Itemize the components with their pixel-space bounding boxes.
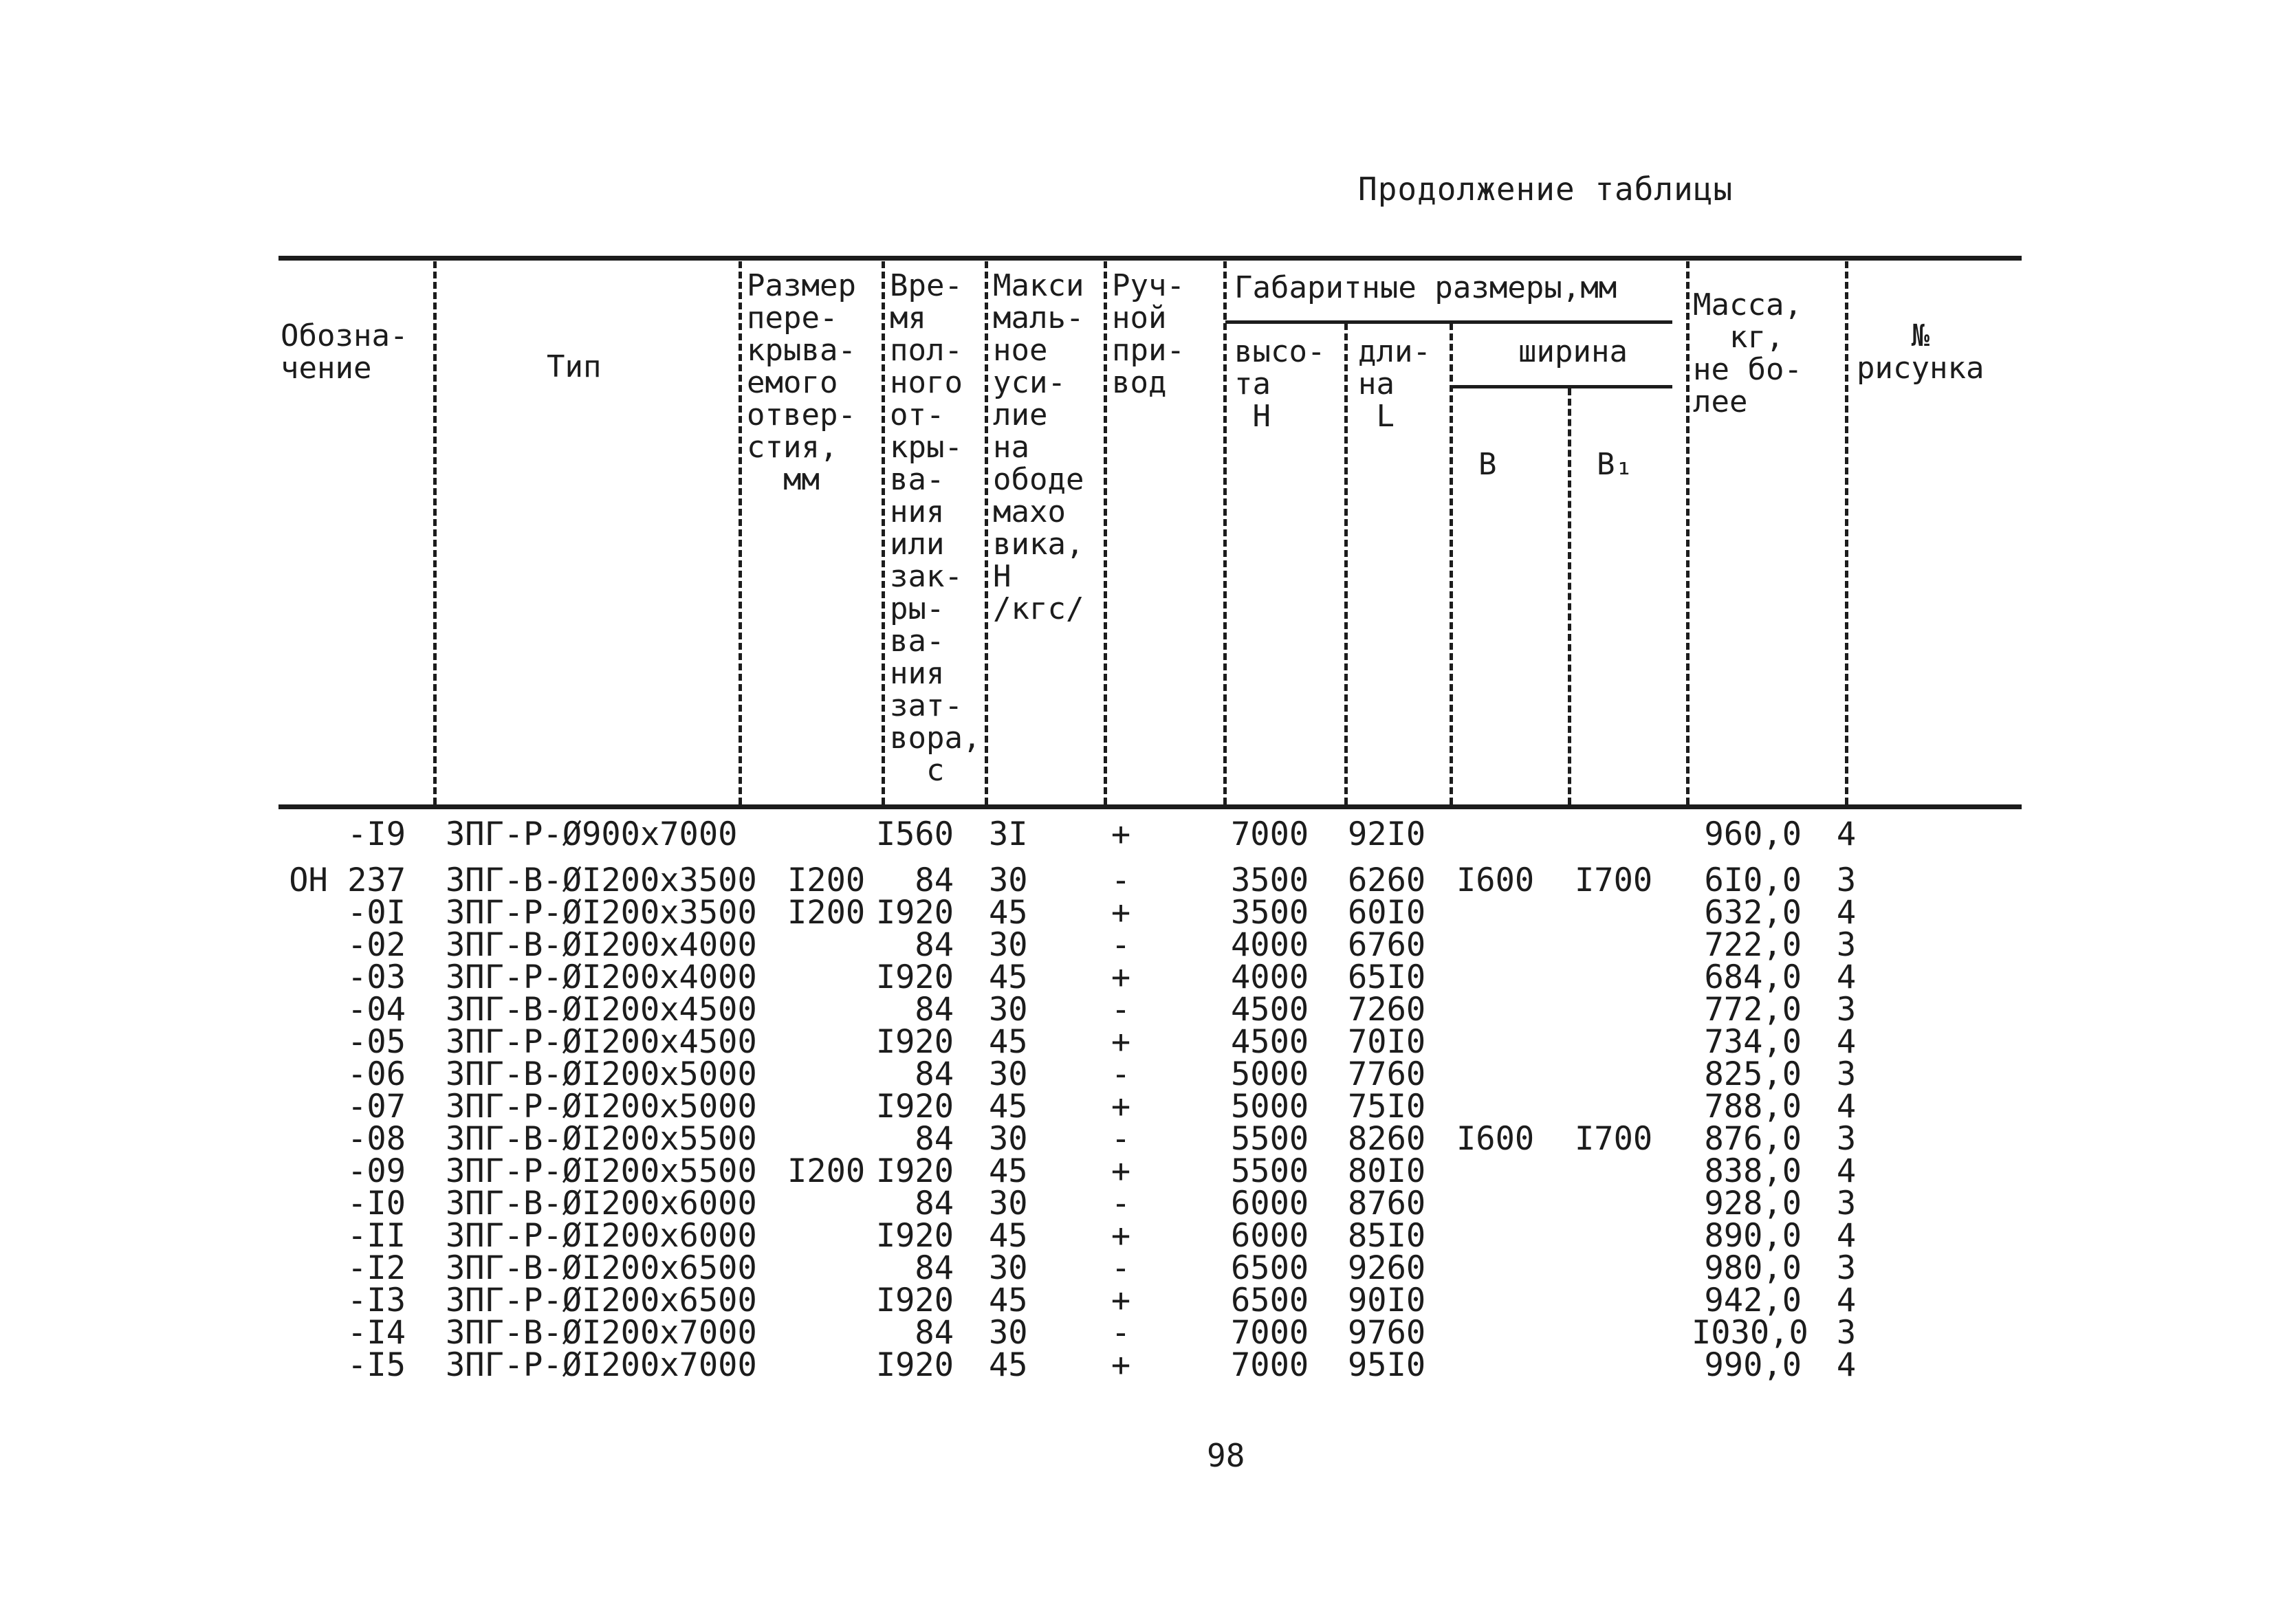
header-mass: Масса, кг, не бо- лее bbox=[1693, 287, 1802, 419]
cell-height: 4000 bbox=[1231, 926, 1309, 964]
cell-time: I920 bbox=[875, 1152, 954, 1190]
cell-time: I920 bbox=[875, 894, 954, 932]
cell-b: I600 bbox=[1456, 1120, 1535, 1158]
cell-height: 5500 bbox=[1231, 1152, 1309, 1190]
cell-figure: 4 bbox=[1836, 1023, 1857, 1061]
col-sep-5 bbox=[1104, 261, 1107, 804]
cell-length: 8260 bbox=[1348, 1120, 1426, 1158]
col-sep-2 bbox=[739, 261, 742, 804]
cell-time: I920 bbox=[875, 1088, 954, 1126]
cell-manual: - bbox=[1111, 991, 1131, 1029]
cell-time: 84 bbox=[915, 926, 954, 964]
col-sep-9 bbox=[1568, 388, 1571, 804]
cell-force: 30 bbox=[989, 991, 1028, 1029]
cell-force: 45 bbox=[989, 1346, 1028, 1384]
cell-height: 7000 bbox=[1231, 1314, 1309, 1352]
cell-force: 45 bbox=[989, 1088, 1028, 1126]
header-width: ширина bbox=[1518, 334, 1628, 369]
cell-force: 30 bbox=[989, 1120, 1028, 1158]
cell-mass: 876,0 bbox=[1704, 1120, 1802, 1158]
cell-time: I920 bbox=[875, 1346, 954, 1384]
cell-type: ЗПГ-Р-Ø900х7000 bbox=[446, 815, 738, 853]
cell-force: 45 bbox=[989, 1023, 1028, 1061]
cell-manual: + bbox=[1111, 1088, 1131, 1126]
cell-manual: - bbox=[1111, 1120, 1131, 1158]
cell-manual: + bbox=[1111, 1023, 1131, 1061]
cell-height: 4500 bbox=[1231, 991, 1309, 1029]
col-sep-8 bbox=[1450, 323, 1453, 804]
cell-figure: 3 bbox=[1836, 1120, 1857, 1158]
cell-length: 95I0 bbox=[1348, 1346, 1426, 1384]
cell-force: 30 bbox=[989, 926, 1028, 964]
header-length: дли- на L bbox=[1358, 334, 1431, 434]
cell-designation: -II bbox=[347, 1217, 406, 1255]
cell-manual: + bbox=[1111, 815, 1131, 853]
cell-length: 85I0 bbox=[1348, 1217, 1426, 1255]
cell-manual: + bbox=[1111, 1282, 1131, 1319]
cell-designation: -I5 bbox=[347, 1346, 406, 1384]
cell-type: ЗПГ-Р-ØI200х4500 bbox=[446, 1023, 757, 1061]
cell-mass: 838,0 bbox=[1704, 1152, 1802, 1190]
cell-manual: - bbox=[1111, 1249, 1131, 1287]
cell-type: ЗПГ-В-ØI200х3500 bbox=[446, 862, 757, 899]
cell-figure: 3 bbox=[1836, 1185, 1857, 1222]
cell-b1: I700 bbox=[1575, 1120, 1653, 1158]
cell-designation: -I9 bbox=[347, 815, 406, 853]
cell-mass: 980,0 bbox=[1704, 1249, 1802, 1287]
cell-force: 45 bbox=[989, 1152, 1028, 1190]
cell-length: 7260 bbox=[1348, 991, 1426, 1029]
cell-designation: -I0 bbox=[347, 1185, 406, 1222]
col-sep-10 bbox=[1686, 261, 1690, 804]
cell-length: 65I0 bbox=[1348, 958, 1426, 996]
cell-type: ЗПГ-Р-ØI200х7000 bbox=[446, 1346, 757, 1384]
cell-height: 4000 bbox=[1231, 958, 1309, 996]
cell-designation: ОН 237 bbox=[289, 862, 406, 899]
cell-designation: -0I bbox=[347, 894, 406, 932]
cell-designation: -02 bbox=[347, 926, 406, 964]
col-sep-6 bbox=[1223, 261, 1227, 804]
cell-length: 92I0 bbox=[1348, 815, 1426, 853]
cell-designation: -08 bbox=[347, 1120, 406, 1158]
cell-height: 7000 bbox=[1231, 815, 1309, 853]
cell-size: I200 bbox=[787, 1152, 866, 1190]
cell-figure: 3 bbox=[1836, 1055, 1857, 1093]
cell-manual: - bbox=[1111, 926, 1131, 964]
cell-length: 6260 bbox=[1348, 862, 1426, 899]
cell-length: 75I0 bbox=[1348, 1088, 1426, 1126]
cell-height: 6000 bbox=[1231, 1185, 1309, 1222]
cell-type: ЗПГ-В-ØI200х7000 bbox=[446, 1314, 757, 1352]
cell-length: 6760 bbox=[1348, 926, 1426, 964]
cell-size: I200 bbox=[787, 862, 866, 899]
cell-mass: 788,0 bbox=[1704, 1088, 1802, 1126]
cell-mass: I030,0 bbox=[1692, 1314, 1808, 1352]
header-bottom-rule bbox=[278, 804, 2022, 809]
cell-height: 5000 bbox=[1231, 1088, 1309, 1126]
cell-mass: 942,0 bbox=[1704, 1282, 1802, 1319]
col-sep-11 bbox=[1845, 261, 1848, 804]
cell-b1: I700 bbox=[1575, 862, 1653, 899]
cell-manual: - bbox=[1111, 1314, 1131, 1352]
cell-time: 84 bbox=[915, 862, 954, 899]
cell-force: 45 bbox=[989, 894, 1028, 932]
cell-time: 84 bbox=[915, 1249, 954, 1287]
cell-time: I560 bbox=[875, 815, 954, 853]
header-figure: № рисунка bbox=[1857, 318, 1985, 386]
cell-figure: 4 bbox=[1836, 958, 1857, 996]
cell-designation: -I2 bbox=[347, 1249, 406, 1287]
cell-length: 7760 bbox=[1348, 1055, 1426, 1093]
cell-length: 70I0 bbox=[1348, 1023, 1426, 1061]
cell-figure: 4 bbox=[1836, 1282, 1857, 1319]
cell-mass: 890,0 bbox=[1704, 1217, 1802, 1255]
cell-figure: 4 bbox=[1836, 1217, 1857, 1255]
header-type: Тип bbox=[547, 349, 602, 384]
header-size: Размер пере- крыва- емого отвер- стия, мм bbox=[747, 268, 856, 497]
cell-size: I200 bbox=[787, 894, 866, 932]
cell-time: 84 bbox=[915, 1055, 954, 1093]
cell-manual: - bbox=[1111, 1055, 1131, 1093]
header-time: Вре- мя пол- ного от- кры- ва- ния или зак- ры- ва- ния зат- вора, с bbox=[890, 268, 981, 788]
cell-height: 5500 bbox=[1231, 1120, 1309, 1158]
cell-force: 45 bbox=[989, 1282, 1028, 1319]
cell-mass: 960,0 bbox=[1704, 815, 1802, 853]
cell-type: ЗПГ-Р-ØI200х6000 bbox=[446, 1217, 757, 1255]
cell-mass: 825,0 bbox=[1704, 1055, 1802, 1093]
col-sep-7 bbox=[1344, 323, 1348, 804]
cell-designation: -07 bbox=[347, 1088, 406, 1126]
cell-manual: + bbox=[1111, 958, 1131, 996]
cell-height: 3500 bbox=[1231, 894, 1309, 932]
col-sep-3 bbox=[882, 261, 885, 804]
cell-height: 6500 bbox=[1231, 1282, 1309, 1319]
cell-manual: - bbox=[1111, 1185, 1131, 1222]
cell-force: 30 bbox=[989, 862, 1028, 899]
cell-mass: 632,0 bbox=[1704, 894, 1802, 932]
cell-force: 30 bbox=[989, 1055, 1028, 1093]
cell-time: 84 bbox=[915, 991, 954, 1029]
cell-time: 84 bbox=[915, 1185, 954, 1222]
cell-length: 90I0 bbox=[1348, 1282, 1426, 1319]
cell-designation: -09 bbox=[347, 1152, 406, 1190]
cell-type: ЗПГ-Р-ØI200х3500 bbox=[446, 894, 757, 932]
cell-figure: 3 bbox=[1836, 1249, 1857, 1287]
cell-height: 6500 bbox=[1231, 1249, 1309, 1287]
header-designation: Обозна- чение bbox=[281, 318, 408, 386]
cell-time: I920 bbox=[875, 958, 954, 996]
cell-height: 5000 bbox=[1231, 1055, 1309, 1093]
cell-figure: 3 bbox=[1836, 1314, 1857, 1352]
table-caption: Продолжение таблицы bbox=[1358, 171, 1734, 208]
page-number: 98 bbox=[1207, 1437, 1245, 1474]
cell-time: I920 bbox=[875, 1217, 954, 1255]
cell-designation: -03 bbox=[347, 958, 406, 996]
cell-mass: 990,0 bbox=[1704, 1346, 1802, 1384]
cell-mass: 722,0 bbox=[1704, 926, 1802, 964]
cell-manual: + bbox=[1111, 1152, 1131, 1190]
cell-figure: 3 bbox=[1836, 991, 1857, 1029]
cell-figure: 4 bbox=[1836, 1088, 1857, 1126]
cell-b: I600 bbox=[1456, 862, 1535, 899]
cell-designation: -05 bbox=[347, 1023, 406, 1061]
table-top-rule bbox=[278, 256, 2022, 261]
cell-figure: 4 bbox=[1836, 1152, 1857, 1190]
cell-figure: 3 bbox=[1836, 862, 1857, 899]
cell-designation: -I3 bbox=[347, 1282, 406, 1319]
cell-type: ЗПГ-Р-ØI200х6500 bbox=[446, 1282, 757, 1319]
cell-length: 60I0 bbox=[1348, 894, 1426, 932]
cell-type: ЗПГ-В-ØI200х6500 bbox=[446, 1249, 757, 1287]
cell-force: 3I bbox=[989, 815, 1028, 853]
cell-mass: 734,0 bbox=[1704, 1023, 1802, 1061]
header-dimensions: Габаритные размеры,мм bbox=[1234, 270, 1617, 305]
cell-time: I920 bbox=[875, 1023, 954, 1061]
header-width-b: В bbox=[1478, 447, 1497, 482]
header-width-b1: В₁ bbox=[1597, 447, 1633, 482]
cell-figure: 4 bbox=[1836, 1346, 1857, 1384]
cell-type: ЗПГ-В-ØI200х5500 bbox=[446, 1120, 757, 1158]
cell-manual: + bbox=[1111, 1217, 1131, 1255]
cell-designation: -06 bbox=[347, 1055, 406, 1093]
col-sep-4 bbox=[985, 261, 988, 804]
width-group-rule bbox=[1452, 385, 1672, 388]
cell-figure: 4 bbox=[1836, 894, 1857, 932]
cell-mass: 772,0 bbox=[1704, 991, 1802, 1029]
cell-time: 84 bbox=[915, 1314, 954, 1352]
cell-height: 3500 bbox=[1231, 862, 1309, 899]
dimensions-group-rule bbox=[1225, 320, 1672, 324]
cell-type: ЗПГ-Р-ØI200х4000 bbox=[446, 958, 757, 996]
cell-height: 4500 bbox=[1231, 1023, 1309, 1061]
cell-type: ЗПГ-В-ØI200х5000 bbox=[446, 1055, 757, 1093]
cell-figure: 4 bbox=[1836, 815, 1857, 853]
cell-type: ЗПГ-Р-ØI200х5500 bbox=[446, 1152, 757, 1190]
cell-type: ЗПГ-Р-ØI200х5000 bbox=[446, 1088, 757, 1126]
col-sep-1 bbox=[433, 261, 437, 804]
cell-length: 9760 bbox=[1348, 1314, 1426, 1352]
header-manual: Руч- ной при- вод bbox=[1112, 268, 1185, 400]
cell-mass: 928,0 bbox=[1704, 1185, 1802, 1222]
cell-designation: -04 bbox=[347, 991, 406, 1029]
cell-manual: + bbox=[1111, 1346, 1131, 1384]
cell-figure: 3 bbox=[1836, 926, 1857, 964]
cell-length: 8760 bbox=[1348, 1185, 1426, 1222]
cell-type: ЗПГ-В-ØI200х6000 bbox=[446, 1185, 757, 1222]
cell-time: I920 bbox=[875, 1282, 954, 1319]
cell-force: 45 bbox=[989, 1217, 1028, 1255]
header-force: Макси маль- ное уси- лие на ободе махо вика, Н /кгс/ bbox=[993, 268, 1084, 626]
cell-mass: 6I0,0 bbox=[1704, 862, 1802, 899]
cell-force: 30 bbox=[989, 1185, 1028, 1222]
cell-type: ЗПГ-В-ØI200х4500 bbox=[446, 991, 757, 1029]
header-height: высо- та Н bbox=[1234, 334, 1326, 434]
cell-length: 9260 bbox=[1348, 1249, 1426, 1287]
cell-manual: + bbox=[1111, 894, 1131, 932]
cell-height: 6000 bbox=[1231, 1217, 1309, 1255]
cell-height: 7000 bbox=[1231, 1346, 1309, 1384]
cell-designation: -I4 bbox=[347, 1314, 406, 1352]
cell-mass: 684,0 bbox=[1704, 958, 1802, 996]
cell-length: 80I0 bbox=[1348, 1152, 1426, 1190]
cell-type: ЗПГ-В-ØI200х4000 bbox=[446, 926, 757, 964]
cell-manual: - bbox=[1111, 862, 1131, 899]
cell-force: 30 bbox=[989, 1314, 1028, 1352]
cell-force: 30 bbox=[989, 1249, 1028, 1287]
cell-force: 45 bbox=[989, 958, 1028, 996]
cell-time: 84 bbox=[915, 1120, 954, 1158]
